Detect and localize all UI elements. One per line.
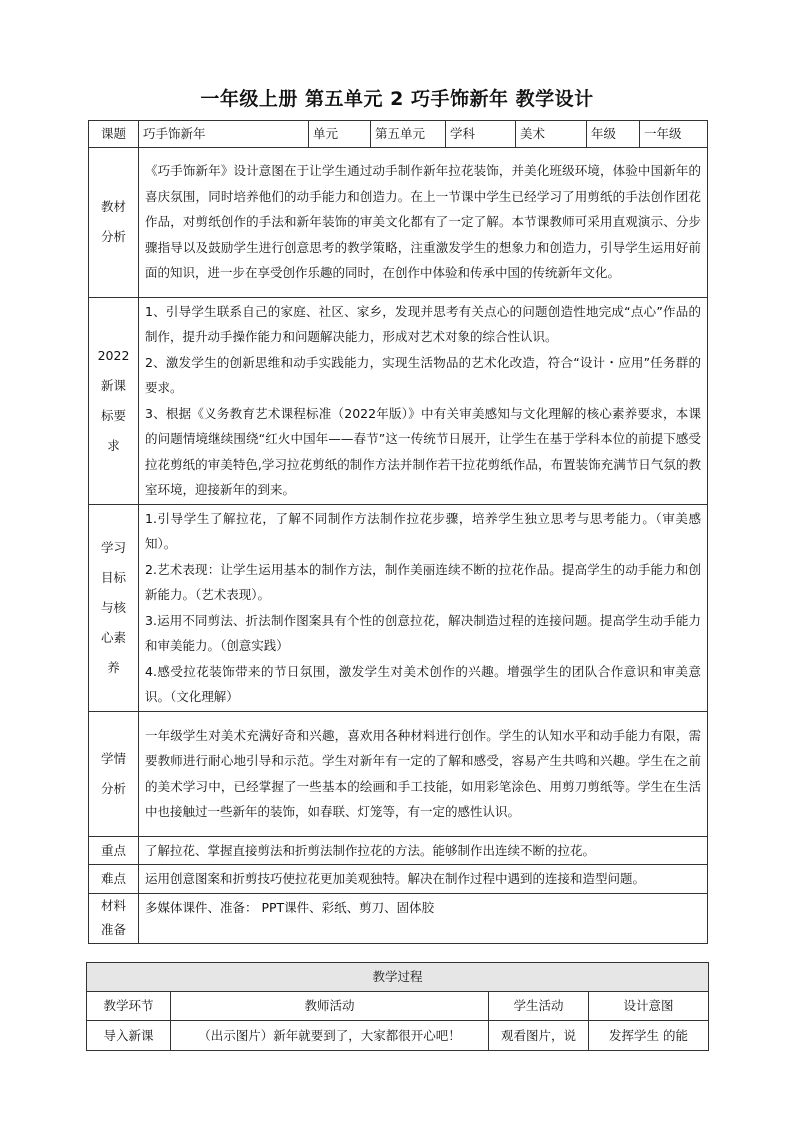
section-content bbox=[139, 504, 708, 711]
intent-cell: 发挥学生 的能 bbox=[589, 1021, 709, 1051]
section-row bbox=[89, 711, 708, 836]
section-row bbox=[89, 504, 708, 711]
course-label: 课题 bbox=[89, 121, 139, 148]
section-content: 多媒体课件、准备： PPT课件、彩纸、剪刀、固体胶 bbox=[139, 893, 708, 943]
list-item: 3、根据《义务教育艺术课程标准（2022年版）》中有关审美感知与文化理解的核心素养要求，本课的问题情境继续围绕“红火中国年——春节”这一传统节日展开，让学生在基于学科本位的前提下感受拉花剪纸的审美特色,学习拉花剪纸的制作方法并制作若干拉花剪纸作品，布置装饰充满节日气氛的教室环境，迎接新年的到来。 bbox=[145, 405, 701, 497]
section-label: 教材分析 bbox=[89, 147, 139, 297]
section-label: 重点 bbox=[89, 836, 139, 865]
process-table bbox=[86, 962, 709, 1051]
info-row bbox=[89, 121, 708, 148]
section-row bbox=[89, 147, 708, 297]
section-label: 2022新课标要求 bbox=[89, 297, 139, 504]
section-row bbox=[89, 893, 708, 943]
page-title: 一年级上册 第五单元 2 巧手饰新年 教学设计 bbox=[200, 88, 594, 110]
table-row bbox=[87, 1021, 709, 1051]
section-content: 《巧手饰新年》设计意图在于让学生通过动手制作新年拉花装饰，并美化班级环境，体验中国新年的喜庆氛围，同时培养他们的动手能力和创造力。在上一节课中学生已经学习了用剪纸的手法创作团花作品，对剪纸创作的手法和新年装饰的审美文化都有了一定了解。本节课教师可采用直观演示、分步骤指导以及鼓励学生进行创意思考的教学策略，注重激发学生的想象力和创造力，引导学生运用好前面的知识，进一步在享受创作乐趣的同时，在创作中体验和传承中国的传统新年文化。 bbox=[139, 147, 708, 297]
section-label: 学情分析 bbox=[89, 711, 139, 836]
list-item: 2.艺术表现：让学生运用基本的制作方法，制作美丽连续不断的拉花作品。提高学生的动手能力和创新能力。（艺术表现）。 bbox=[145, 561, 701, 602]
subject-label: 学科 bbox=[446, 121, 516, 148]
stage-cell: 导入新课 bbox=[87, 1021, 171, 1051]
list-item: 1、引导学生联系自己的家庭、社区、家乡，发现并思考有关点心的问题创造性地完成“点心”作品的制作，提升动手操作能力和问题解决能力，形成对艺术对象的综合性认识。 bbox=[145, 303, 701, 344]
section-label: 学习目标与核心素养 bbox=[89, 504, 139, 711]
column-header: 教师活动 bbox=[171, 992, 489, 1021]
section-content bbox=[139, 297, 708, 504]
course-value: 巧手饰新年 bbox=[139, 121, 309, 148]
section-row bbox=[89, 836, 708, 865]
list-item: 2、激发学生的创新思维和动手实践能力，实现生活物品的艺术化改造，符合“设计・应用”任务群的要求。 bbox=[145, 354, 701, 395]
section-row bbox=[89, 865, 708, 894]
list-item: 4.感受拉花装饰带来的节日氛围，激发学生对美术创作的兴趣。增强学生的团队合作意识和审美意识。（文化理解） bbox=[145, 663, 701, 704]
unit-label: 单元 bbox=[309, 121, 371, 148]
column-header-row bbox=[87, 992, 709, 1021]
grade-value: 一年级 bbox=[640, 121, 708, 148]
section-content: 一年级学生对美术充满好奇和兴趣，喜欢用各种材料进行创作。学生的认知水平和动手能力有限，需要教师进行耐心地引导和示范。学生对新年有一定的了解和感受，容易产生共鸣和兴趣。学生在之前的美术学习中，已经掌握了一些基本的绘画和手工技能，如用彩笔涂色、用剪刀剪纸等。学生在生活中也接触过一些新年的装饰，如春联、灯笼等，有一定的感性认识。 bbox=[139, 711, 708, 836]
list-item: 3.运用不同剪法、折法制作图案具有个性的创意拉花，解决制造过程的连接问题。提高学生动手能力和审美能力。（创意实践） bbox=[145, 612, 701, 653]
process-title: 教学过程 bbox=[87, 963, 709, 992]
section-label: 难点 bbox=[89, 865, 139, 894]
section-label: 材料准备 bbox=[89, 893, 139, 943]
section-content: 了解拉花、掌握直接剪法和折剪法制作拉花的方法。能够制作出连续不断的拉花。 bbox=[139, 836, 708, 865]
lesson-info-table bbox=[88, 120, 708, 944]
process-header-row bbox=[87, 963, 709, 992]
column-header: 教学环节 bbox=[87, 992, 171, 1021]
column-header: 设计意图 bbox=[589, 992, 709, 1021]
unit-value: 第五单元 bbox=[371, 121, 446, 148]
section-row bbox=[89, 297, 708, 504]
teacher-cell: （出示图片）新年就要到了，大家都很开心吧！ bbox=[171, 1021, 489, 1051]
student-cell: 观看图片，说 bbox=[489, 1021, 589, 1051]
grade-label: 年级 bbox=[587, 121, 640, 148]
section-content: 运用创意图案和折剪技巧使拉花更加美观独特。解决在制作过程中遇到的连接和造型问题。 bbox=[139, 865, 708, 894]
list-item: 1.引导学生了解拉花，了解不同制作方法制作拉花步骤，培养学生独立思考与思考能力。（审美感知）。 bbox=[145, 510, 701, 551]
column-header: 学生活动 bbox=[489, 992, 589, 1021]
subject-value: 美术 bbox=[516, 121, 587, 148]
